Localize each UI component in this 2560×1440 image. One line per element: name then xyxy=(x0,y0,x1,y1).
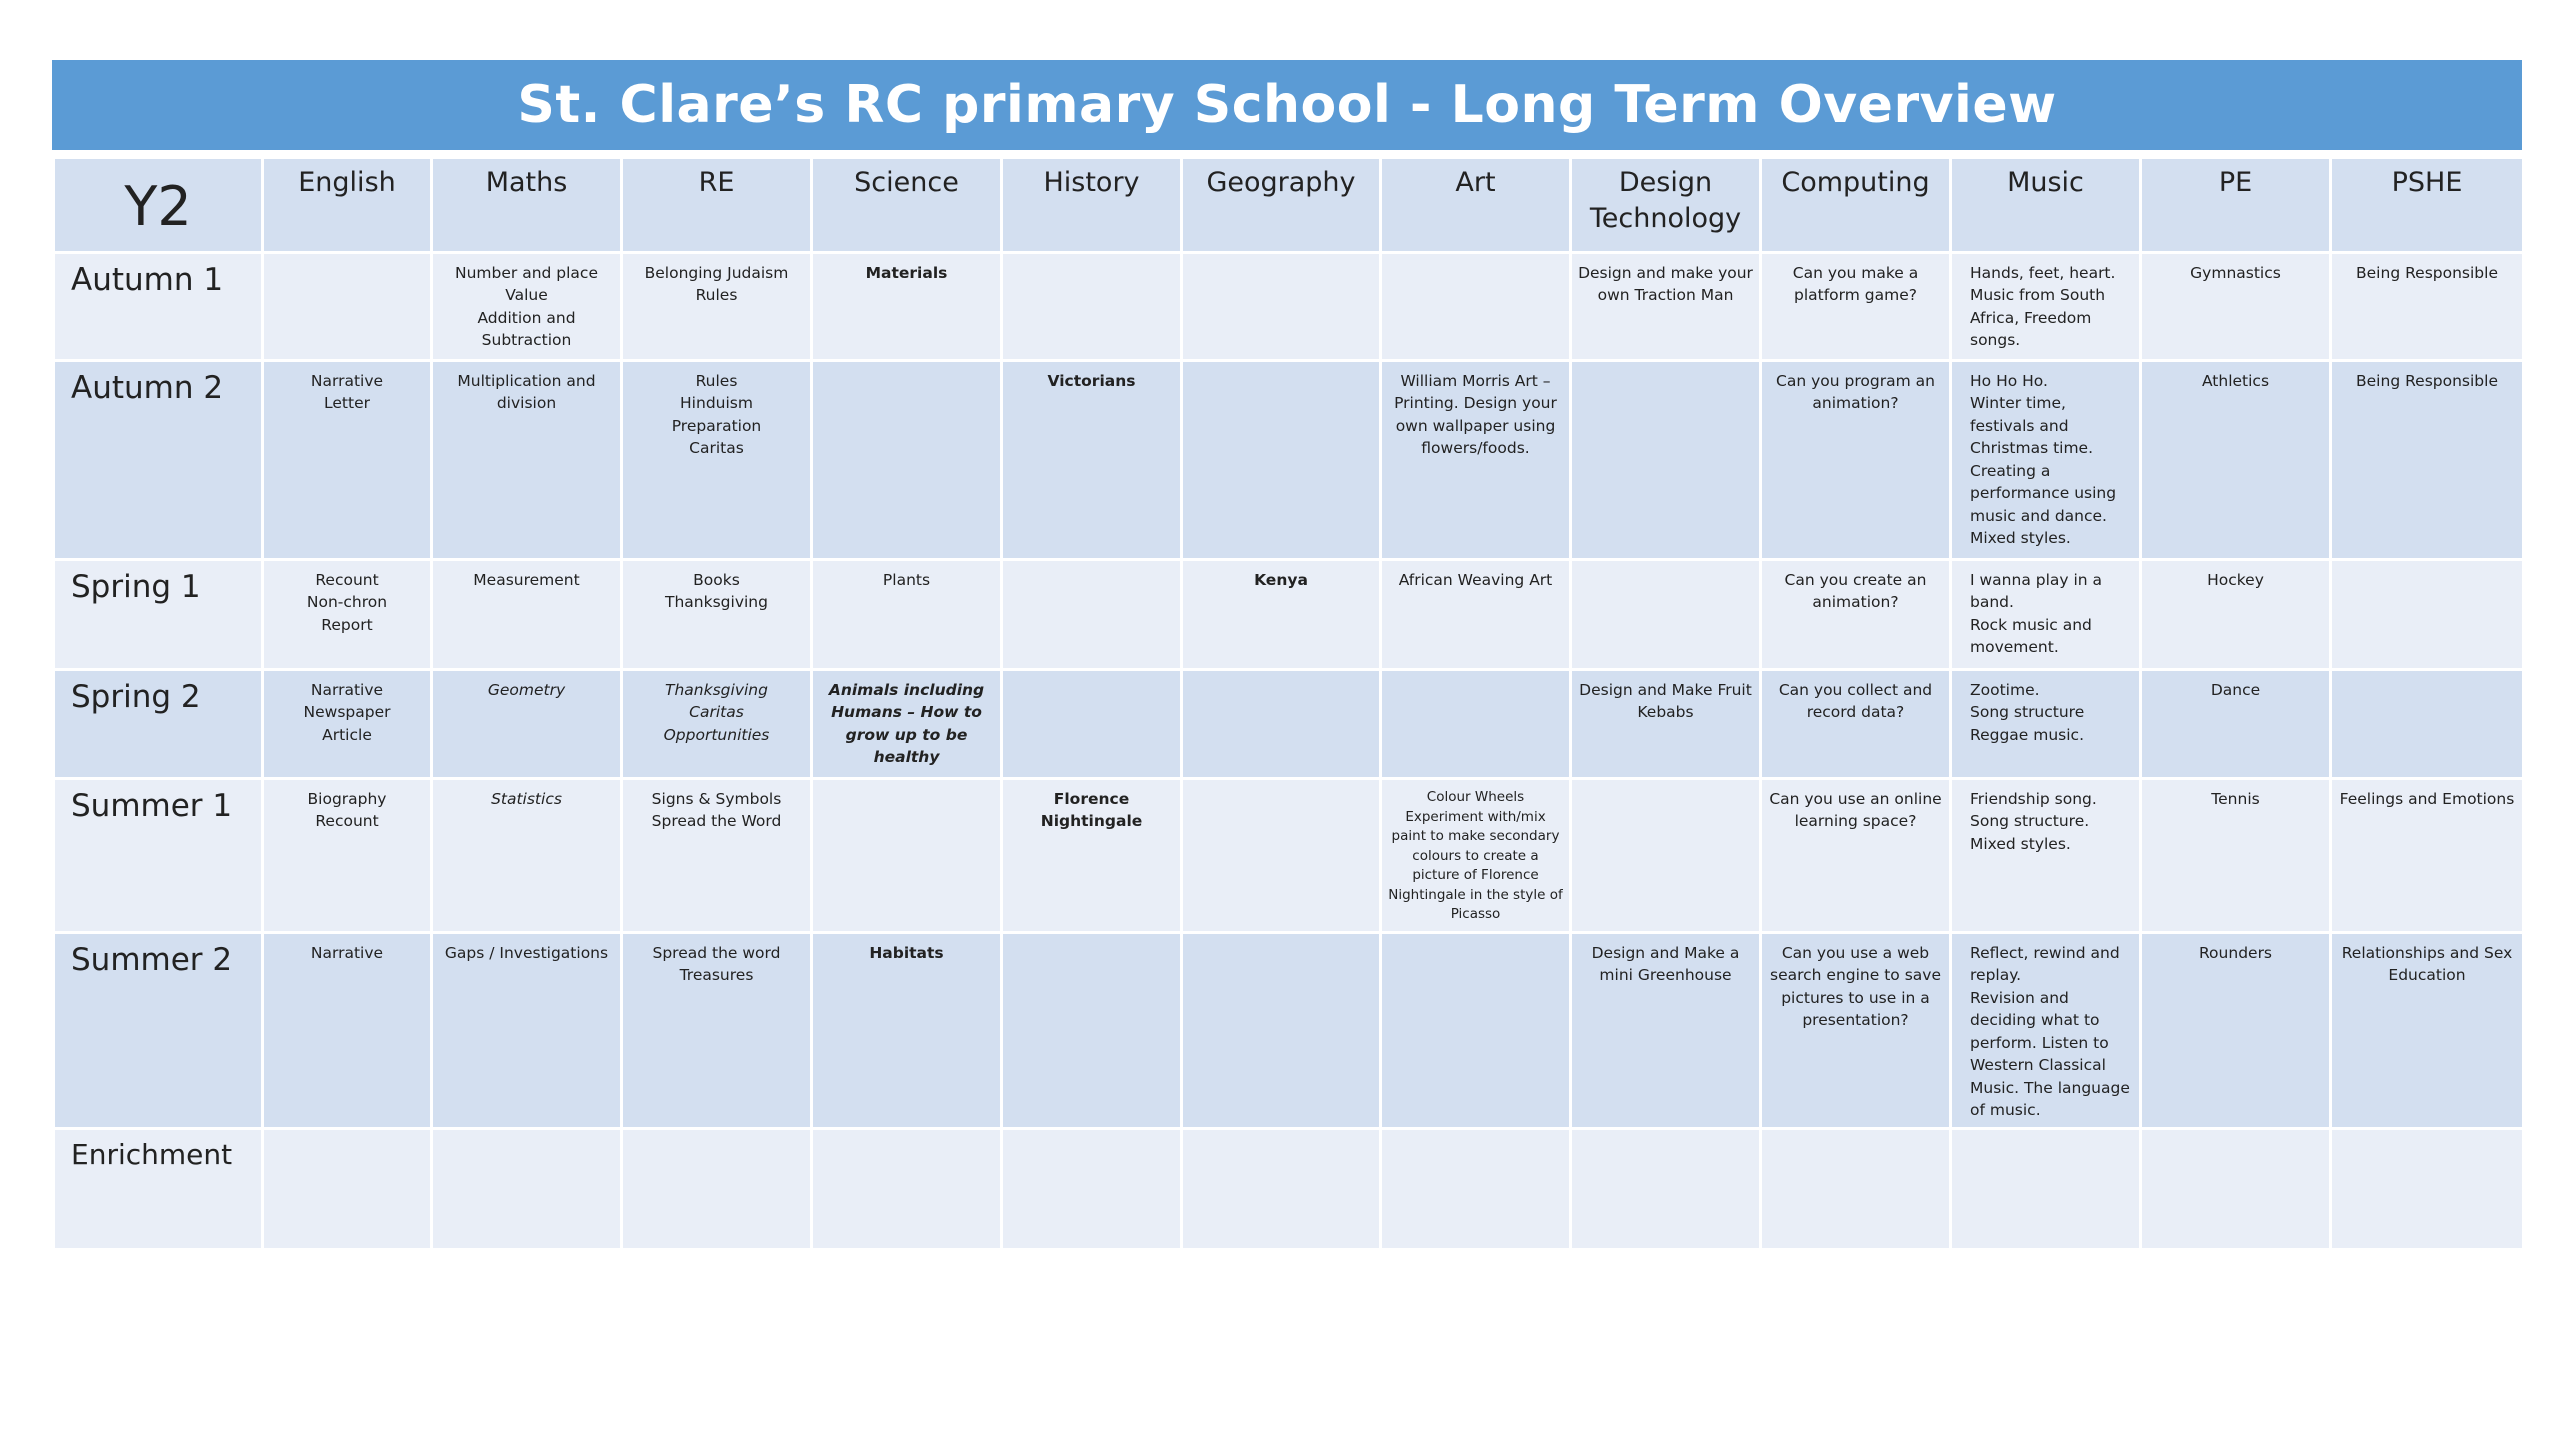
cell-geography xyxy=(1182,1129,1381,1250)
cell-pshe: Being Responsible xyxy=(2331,361,2524,560)
cell-pe: Rounders xyxy=(2141,933,2331,1129)
cell-art xyxy=(1381,1129,1571,1250)
cell-line: Letter xyxy=(324,394,370,413)
cell-line: Zootime. xyxy=(1970,681,2040,699)
cell-music xyxy=(1951,670,2141,779)
cell-text-bold: Florence Nightingale xyxy=(1040,790,1143,831)
cell-text-bold: Kenya xyxy=(1254,571,1308,589)
cell-geography xyxy=(1182,779,1381,933)
cell-line: Reflect, rewind and replay. xyxy=(1970,944,2120,985)
term-row-autumn-1 xyxy=(54,253,2524,361)
term-row-summer-2 xyxy=(54,933,2524,1129)
cell-english xyxy=(263,1129,432,1250)
cell-dt xyxy=(1571,361,1761,560)
cell-line: Rules xyxy=(695,372,738,390)
cell-line: Reggae music. xyxy=(1970,725,2085,744)
cell-music xyxy=(1951,361,2141,560)
cell-pshe: Being Responsible xyxy=(2331,253,2524,361)
cell-re xyxy=(622,253,812,361)
cell-computing: Can you program an animation? xyxy=(1761,361,1951,560)
cell-line: Report xyxy=(321,615,373,634)
cell-line: Mixed styles. xyxy=(1970,529,2071,548)
cell-line: Belonging Judaism xyxy=(644,264,789,282)
cell-re xyxy=(622,560,812,670)
cell-line: Mixed styles. xyxy=(1970,834,2071,853)
cell-art xyxy=(1381,933,1571,1129)
cell-dt xyxy=(1571,560,1761,670)
cell-science: Plants xyxy=(812,560,1002,670)
term-row-spring-1 xyxy=(54,560,2524,670)
subject-header-pshe: PSHE xyxy=(2331,158,2524,253)
cell-maths: Measurement xyxy=(432,560,622,670)
term-label: Enrichment xyxy=(54,1129,263,1250)
cell-re xyxy=(622,670,812,779)
cell-maths xyxy=(432,779,622,933)
cell-computing: Can you create an animation? xyxy=(1761,560,1951,670)
cell-pe: Hockey xyxy=(2141,560,2331,670)
subject-header-geography: Geography xyxy=(1182,158,1381,253)
cell-music xyxy=(1951,933,2141,1129)
cell-text-italic: Geometry xyxy=(487,681,566,699)
page-title: St. Clare’s RC primary School - Long Term Overview xyxy=(52,60,2522,150)
cell-pe: Tennis xyxy=(2141,779,2331,933)
cell-science xyxy=(812,670,1002,779)
cell-geography xyxy=(1182,253,1381,361)
cell-computing xyxy=(1761,1129,1951,1250)
cell-line: Preparation xyxy=(671,416,762,435)
cell-line: Biography xyxy=(307,790,387,808)
cell-history xyxy=(1002,933,1182,1129)
cell-line: Spread the word xyxy=(652,944,781,962)
cell-science xyxy=(812,933,1002,1129)
cell-line: Recount xyxy=(315,812,379,831)
cell-science xyxy=(812,361,1002,560)
cell-line: Caritas xyxy=(689,703,744,722)
term-label: Summer 2 xyxy=(54,933,263,1129)
cell-maths xyxy=(432,670,622,779)
cell-music: Hands, feet, heart. Music from South Africa, Freedom songs. xyxy=(1951,253,2141,361)
cell-pe: Athletics xyxy=(2141,361,2331,560)
term-label: Spring 2 xyxy=(54,670,263,779)
cell-history xyxy=(1002,670,1182,779)
cell-history xyxy=(1002,253,1182,361)
cell-music xyxy=(1951,1129,2141,1250)
term-row-spring-2 xyxy=(54,670,2524,779)
cell-text-bold-italic: Animals including Humans – How to grow up to be healthy xyxy=(828,681,985,767)
cell-line: Spread the Word xyxy=(651,812,782,831)
cell-science xyxy=(812,1129,1002,1250)
cell-geography xyxy=(1182,361,1381,560)
year-label: Y2 xyxy=(54,158,263,253)
term-label: Spring 1 xyxy=(54,560,263,670)
cell-line: Song structure xyxy=(1970,703,2085,722)
cell-re xyxy=(622,1129,812,1250)
cell-text-bold: Materials xyxy=(865,264,948,282)
cell-english: Narrative xyxy=(263,933,432,1129)
cell-re xyxy=(622,361,812,560)
cell-line: Creating a performance using music and dance. xyxy=(1970,461,2117,525)
cell-line: Narrative xyxy=(310,372,384,390)
cell-pshe xyxy=(2331,560,2524,670)
cell-dt: Design and make your own Traction Man xyxy=(1571,253,1761,361)
cell-geography xyxy=(1182,560,1381,670)
cell-pe: Dance xyxy=(2141,670,2331,779)
overview-page xyxy=(52,60,2522,1251)
term-row-autumn-2 xyxy=(54,361,2524,560)
subject-header-maths: Maths xyxy=(432,158,622,253)
cell-line: Rock music and movement. xyxy=(1970,615,2092,657)
cell-english xyxy=(263,253,432,361)
cell-line: Song structure. xyxy=(1970,812,2090,831)
cell-english xyxy=(263,361,432,560)
cell-science xyxy=(812,779,1002,933)
subject-header-computing: Computing xyxy=(1761,158,1951,253)
cell-dt xyxy=(1571,1129,1761,1250)
cell-dt: Design and Make Fruit Kebabs xyxy=(1571,670,1761,779)
cell-science xyxy=(812,253,1002,361)
cell-computing: Can you use an online learning space? xyxy=(1761,779,1951,933)
cell-art xyxy=(1381,253,1571,361)
cell-dt: Design and Make a mini Greenhouse xyxy=(1571,933,1761,1129)
cell-history xyxy=(1002,361,1182,560)
cell-maths xyxy=(432,1129,622,1250)
cell-maths: Multiplication and division xyxy=(432,361,622,560)
cell-line: Newspaper xyxy=(303,703,391,722)
cell-geography xyxy=(1182,670,1381,779)
cell-music xyxy=(1951,560,2141,670)
cell-re xyxy=(622,779,812,933)
subject-header-pe: PE xyxy=(2141,158,2331,253)
cell-line: Ho Ho Ho. xyxy=(1970,372,2048,390)
cell-pshe: Feelings and Emotions xyxy=(2331,779,2524,933)
cell-history xyxy=(1002,560,1182,670)
cell-computing: Can you collect and record data? xyxy=(1761,670,1951,779)
cell-line: Winter time, festivals and Christmas time. xyxy=(1970,394,2094,458)
cell-music xyxy=(1951,779,2141,933)
cell-line: Number and place Value xyxy=(455,264,598,305)
cell-line: Non-chron xyxy=(306,593,388,612)
subject-header-music: Music xyxy=(1951,158,2141,253)
cell-line: Treasures xyxy=(679,966,754,985)
term-row-summer-1 xyxy=(54,779,2524,933)
cell-text-italic: Statistics xyxy=(491,790,562,808)
cell-line: Addition and Subtraction xyxy=(477,308,576,350)
cell-line: Revision and deciding what to perform. Listen to Western Classical Music. The language of music. xyxy=(1970,988,2130,1120)
cell-pshe: Relationships and Sex Education xyxy=(2331,933,2524,1129)
cell-text-bold: Victorians xyxy=(1047,372,1136,390)
cell-art xyxy=(1381,670,1571,779)
cell-pshe xyxy=(2331,670,2524,779)
term-label: Summer 1 xyxy=(54,779,263,933)
cell-pshe xyxy=(2331,1129,2524,1250)
cell-line: Opportunities xyxy=(663,725,770,744)
term-label: Autumn 2 xyxy=(54,361,263,560)
header-row xyxy=(54,158,2524,253)
subject-header-art: Art xyxy=(1381,158,1571,253)
cell-line: Thanksgiving xyxy=(665,681,768,699)
cell-history xyxy=(1002,1129,1182,1250)
cell-pe xyxy=(2141,1129,2331,1250)
cell-line: Friendship song. xyxy=(1970,790,2097,808)
cell-line: Caritas xyxy=(689,439,744,458)
cell-dt xyxy=(1571,779,1761,933)
cell-line: Books xyxy=(693,571,740,589)
cell-re xyxy=(622,933,812,1129)
cell-line: I wanna play in a band. xyxy=(1970,571,2103,612)
term-label: Autumn 1 xyxy=(54,253,263,361)
subject-header-history: History xyxy=(1002,158,1182,253)
cell-geography xyxy=(1182,933,1381,1129)
cell-line: Narrative xyxy=(310,681,384,699)
cell-art: African Weaving Art xyxy=(1381,560,1571,670)
cell-english xyxy=(263,779,432,933)
cell-english xyxy=(263,560,432,670)
cell-art: William Morris Art – Printing. Design your own wallpaper using flowers/foods. xyxy=(1381,361,1571,560)
cell-maths xyxy=(432,253,622,361)
cell-pe: Gymnastics xyxy=(2141,253,2331,361)
cell-line: Signs & Symbols xyxy=(651,790,782,808)
cell-line: Hinduism xyxy=(680,394,753,413)
cell-line: Thanksgiving xyxy=(665,593,768,612)
cell-english xyxy=(263,670,432,779)
long-term-overview-table xyxy=(52,156,2525,1251)
subject-header-english: English xyxy=(263,158,432,253)
cell-line: Article xyxy=(322,725,372,744)
cell-art: Colour Wheels Experiment with/mix paint to make secondary colours to create a picture of Florence Nightingale in the style of Picasso xyxy=(1381,779,1571,933)
subject-header-science: Science xyxy=(812,158,1002,253)
cell-computing: Can you make a platform game? xyxy=(1761,253,1951,361)
subject-header-dt: Design Technology xyxy=(1571,158,1761,253)
cell-history xyxy=(1002,779,1182,933)
cell-computing: Can you use a web search engine to save pictures to use in a presentation? xyxy=(1761,933,1951,1129)
cell-line: Rules xyxy=(695,286,738,305)
term-row-enrichment xyxy=(54,1129,2524,1250)
cell-maths: Gaps / Investigations xyxy=(432,933,622,1129)
cell-text-bold: Habitats xyxy=(869,944,944,962)
cell-line: Recount xyxy=(315,571,379,589)
subject-header-re: RE xyxy=(622,158,812,253)
